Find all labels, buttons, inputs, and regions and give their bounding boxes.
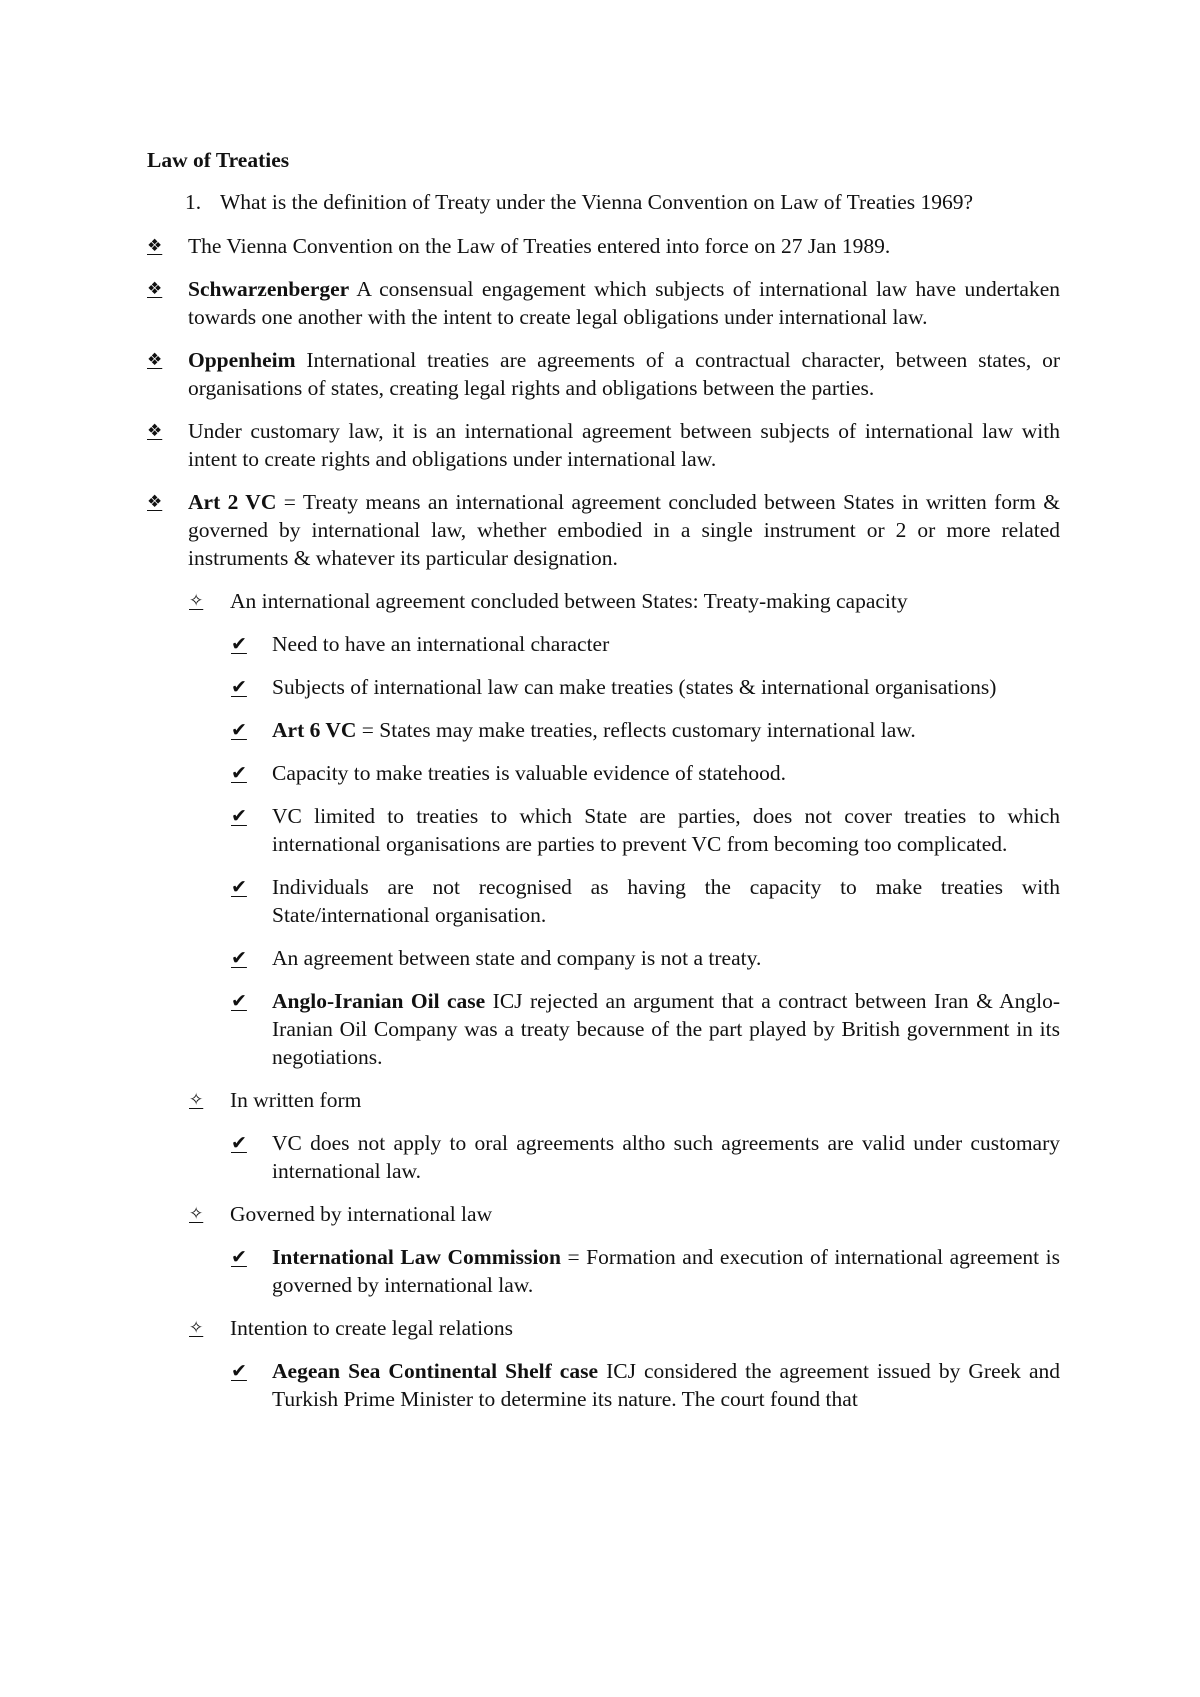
check-item-text: An agreement between state and company is not a treaty.: [272, 946, 762, 970]
check-item: [231, 873, 1060, 929]
check-item-text: Art 6 VC = States may make treaties, reflects customary international law.: [272, 718, 916, 742]
subsection-heading: [189, 587, 1060, 615]
checkmark-icon: ✔: [231, 1246, 247, 1268]
document-content: [147, 146, 1060, 1428]
check-item: [231, 802, 1060, 858]
check-item: [231, 630, 1060, 658]
checkmark-icon: ✔: [231, 676, 247, 698]
bullet-text: Art 2 VC = Treaty means an international agreement concluded between States in written form & governed by international law, whether embodied in a single instrument or 2 or more related instruments & whatever its particular designation.: [188, 490, 1060, 570]
diamond-bullet-icon: ❖: [147, 236, 163, 256]
question-item: [147, 188, 1060, 216]
check-item-text: International Law Commission = Formation and execution of international agreement is governed by international law.: [272, 1245, 1060, 1297]
check-item: [231, 987, 1060, 1071]
subsection-heading-text: Governed by international law: [230, 1202, 493, 1226]
question-number: 1.: [185, 190, 202, 214]
checkmark-icon: ✔: [231, 633, 247, 655]
check-item-text: Aegean Sea Continental Shelf case ICJ considered the agreement issued by Greek and Turkish Prime Minister to determine its nature. The court found that: [272, 1359, 1060, 1411]
subsection-heading-text: Intention to create legal relations: [230, 1316, 513, 1340]
bullet-text: Schwarzenberger A consensual engagement which subjects of international law have undertaken towards one another with the intent to create legal obligations under international law.: [188, 277, 1060, 329]
bullet-item: [147, 417, 1060, 473]
bullet-item: [147, 346, 1060, 402]
subsection-heading-text: In written form: [230, 1088, 362, 1112]
question-text: What is the definition of Treaty under the Vienna Convention on Law of Treaties 1969?: [220, 190, 974, 214]
star-bullet-icon: ✧: [189, 1318, 204, 1338]
check-item-text: Anglo-Iranian Oil case ICJ rejected an argument that a contract between Iran & Anglo-Iranian Oil Company was a treaty because of the part played by British government in its negotiations.: [272, 989, 1060, 1069]
check-item-text: Subjects of international law can make treaties (states & international organisations): [272, 675, 997, 699]
check-item: [231, 944, 1060, 972]
diamond-bullet-icon: ❖: [147, 421, 163, 441]
checkmark-icon: ✔: [231, 1360, 247, 1382]
checkmark-icon: ✔: [231, 947, 247, 969]
check-item: [231, 673, 1060, 701]
diamond-bullet-icon: ❖: [147, 350, 163, 370]
checkmark-icon: ✔: [231, 762, 247, 784]
check-item-text: Capacity to make treaties is valuable evidence of statehood.: [272, 761, 787, 785]
star-bullet-icon: ✧: [189, 1204, 204, 1224]
checkmark-icon: ✔: [231, 990, 247, 1012]
check-item-text: VC does not apply to oral agreements altho such agreements are valid under customary international law.: [272, 1131, 1060, 1183]
checkmark-icon: ✔: [231, 1132, 247, 1154]
bullet-text: Under customary law, it is an international agreement between subjects of international law with intent to create rights and obligations under international law.: [188, 419, 1060, 471]
checkmark-icon: ✔: [231, 805, 247, 827]
check-item: [231, 1243, 1060, 1299]
diamond-bullet-icon: ❖: [147, 492, 163, 512]
document-title: Law of Treaties: [147, 148, 290, 172]
subsection-heading: [189, 1200, 1060, 1228]
check-item-text: Individuals are not recognised as having the capacity to make treaties with State/international organisation.: [272, 875, 1060, 927]
bullet-item: [147, 232, 1060, 260]
check-item: [231, 759, 1060, 787]
bullet-item: [147, 275, 1060, 331]
diamond-bullet-icon: ❖: [147, 279, 163, 299]
check-item: [231, 1129, 1060, 1185]
checkmark-icon: ✔: [231, 876, 247, 898]
check-item: [231, 1357, 1060, 1413]
subsection-heading: [189, 1314, 1060, 1342]
check-item: [231, 716, 1060, 744]
bullet-text: The Vienna Convention on the Law of Treaties entered into force on 27 Jan 1989.: [188, 234, 891, 258]
check-item-text: VC limited to treaties to which State are parties, does not cover treaties to which international organisations are parties to prevent VC from becoming too complicated.: [272, 804, 1060, 856]
star-bullet-icon: ✧: [189, 1090, 204, 1110]
bullet-item: [147, 488, 1060, 572]
subsection-heading-text: An international agreement concluded between States: Treaty-making capacity: [230, 589, 908, 613]
subsection-heading: [189, 1086, 1060, 1114]
checkmark-icon: ✔: [231, 719, 247, 741]
star-bullet-icon: ✧: [189, 591, 204, 611]
bullet-text: Oppenheim International treaties are agreements of a contractual character, between states, or organisations of states, creating legal rights and obligations between the parties.: [188, 348, 1060, 400]
check-item-text: Need to have an international character: [272, 632, 610, 656]
